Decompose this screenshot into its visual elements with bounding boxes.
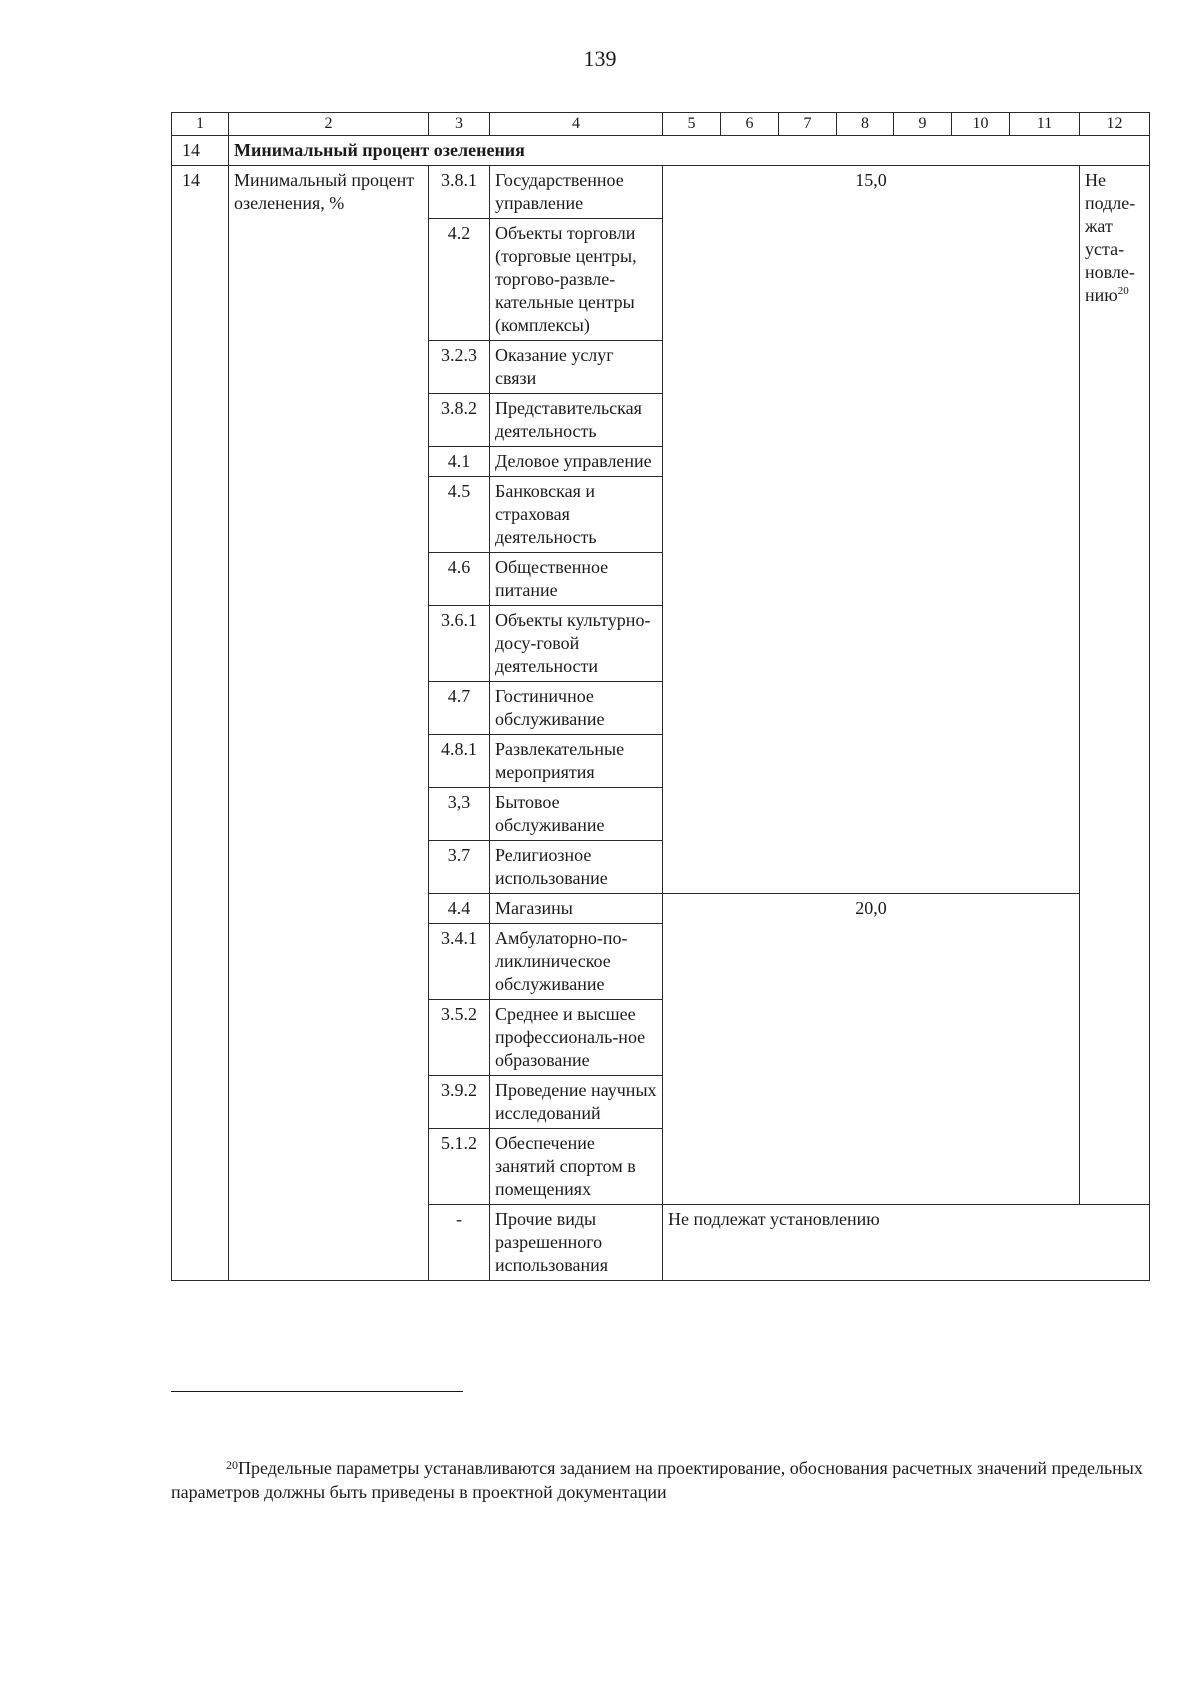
use-code: 3.5.2	[429, 1000, 490, 1076]
group-title: Минимальный процент озеленения	[229, 136, 1150, 166]
use-code: 3.9.2	[429, 1076, 490, 1129]
use-code: 3.7	[429, 841, 490, 894]
use-name: Государственное управление	[490, 166, 663, 219]
table-row	[172, 166, 1150, 219]
use-name: Деловое управление	[490, 447, 663, 477]
use-code: 4.4	[429, 894, 490, 924]
header-cell: 2	[229, 113, 429, 136]
use-code: 3.2.3	[429, 341, 490, 394]
use-code: 4.2	[429, 219, 490, 341]
parameters-table	[171, 112, 1150, 1281]
header-cell: 10	[952, 113, 1010, 136]
page-number: 139	[583, 46, 617, 71]
use-name: Обеспечение занятий спортом в помещениях	[490, 1129, 663, 1205]
use-name: Магазины	[490, 894, 663, 924]
group-title-row	[172, 136, 1150, 166]
header-cell: 11	[1010, 113, 1080, 136]
value-group-b: 20,0	[663, 894, 1080, 1205]
header-row	[172, 113, 1150, 136]
footnote-number: 20	[226, 1458, 238, 1472]
use-code: 4.8.1	[429, 735, 490, 788]
use-name: Бытовое обслуживание	[490, 788, 663, 841]
use-code: 4.5	[429, 477, 490, 553]
use-code: 5.1.2	[429, 1129, 490, 1205]
header-cell: 9	[894, 113, 952, 136]
header-cell: 6	[721, 113, 779, 136]
parameter-name: Минимальный процент озеленения, %	[229, 166, 429, 1281]
use-name: Объекты торговли (торговые центры, торгово-развле-кательные центры (комплексы)	[490, 219, 663, 341]
row-number: 14	[172, 166, 229, 1281]
use-name: Объекты культурно-досу-говой деятельности	[490, 606, 663, 682]
header-cell: 8	[837, 113, 894, 136]
use-code: 3.4.1	[429, 924, 490, 1000]
header-cell: 4	[490, 113, 663, 136]
header-cell: 12	[1080, 113, 1150, 136]
use-name: Банковская и страховая деятельность	[490, 477, 663, 553]
use-name: Представительская деятельность	[490, 394, 663, 447]
use-code: 3.8.2	[429, 394, 490, 447]
use-code: 4.1	[429, 447, 490, 477]
use-name: Прочие виды разрешенного использования	[490, 1205, 663, 1281]
use-code: 3.8.1	[429, 166, 490, 219]
use-code: 3.6.1	[429, 606, 490, 682]
use-code: -	[429, 1205, 490, 1281]
footnote-separator	[171, 1391, 463, 1392]
use-name: Амбулаторно-по-ликлиническое обслуживание	[490, 924, 663, 1000]
use-name: Среднее и высшее профессиональ-ное образование	[490, 1000, 663, 1076]
use-name: Проведение научных исследований	[490, 1076, 663, 1129]
value-other: Не подлежат установлению	[663, 1205, 1150, 1281]
note-cell	[1080, 166, 1150, 1205]
value-group-a: 15,0	[663, 166, 1080, 894]
use-code: 4.7	[429, 682, 490, 735]
use-code: 3,3	[429, 788, 490, 841]
use-name: Общественное питание	[490, 553, 663, 606]
header-cell: 7	[779, 113, 837, 136]
footnote-text: Предельные параметры устанавливаются заданием на проектирование, обоснования расчетных значений предельных параметров должны быть приведены в проектной документации	[171, 1458, 1143, 1502]
group-number: 14	[172, 136, 229, 166]
use-name: Гостиничное обслуживание	[490, 682, 663, 735]
header-cell: 5	[663, 113, 721, 136]
note-text: Не подле-жат уста-новле-нию	[1085, 170, 1136, 305]
footnote-ref: 20	[1117, 285, 1129, 297]
use-name: Оказание услуг связи	[490, 341, 663, 394]
use-code: 4.6	[429, 553, 490, 606]
use-name: Развлекательные мероприятия	[490, 735, 663, 788]
header-cell: 1	[172, 113, 229, 136]
footnote	[171, 1456, 1149, 1504]
header-cell: 3	[429, 113, 490, 136]
use-name: Религиозное использование	[490, 841, 663, 894]
